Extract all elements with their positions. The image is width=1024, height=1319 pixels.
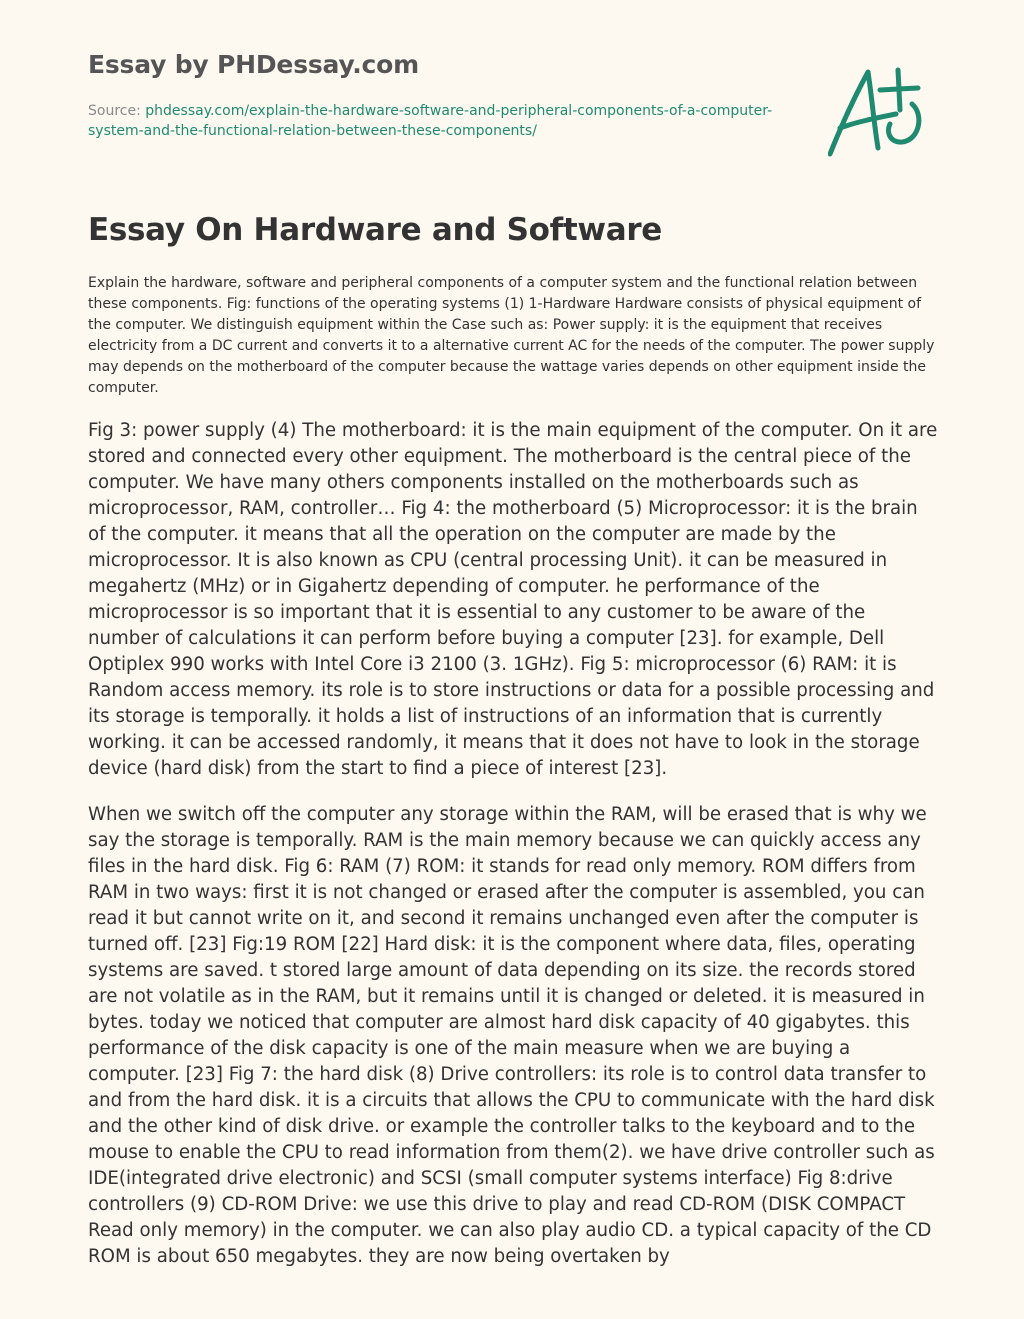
source-line bbox=[88, 101, 778, 141]
essay-paragraph-2: When we switch off the computer any storage within the RAM, will be erased that is why we say the storage is temporally. RAM is the main memory because we can quickly access any files in the hard disk. Fig 6: RAM (7) ROM: it stands for read only memory. ROM differs from RAM in two ways: first it is not changed or erased after the computer is assembled, you can read it but cannot write on it, and second it remains unchanged even after the computer is turned off. [23] Fig:19 ROM [22] Hard disk: it is the component where data, files, operating systems are saved. t stored large amount of data depending on its size. the records stored are not volatile as in the RAM, but it remains until it is changed or deleted. it is measured in bytes. today we noticed that computer are almost hard disk capacity of 40 gigabytes. this performance of the disk capacity is one of the main measure when we are buying a computer. [23] Fig 7: the hard disk (8) Drive controllers: its role is to control data transfer to and from the hard disk. it is a circuits that allows the CPU to communicate with the hard disk and the other kind of disk drive. or example the controller talks to the keyboard and to the mouse to enable the CPU to read information from them(2). we have drive controller such as IDE(integrated drive electronic) and SCSI (small computer systems interface) Fig 8:drive controllers (9) CD-ROM Drive: we use this drive to play and read CD-ROM (DISK COMPACT Read only memory) in the computer. we can also play audio CD. a typical capacity of the CD ROM is about 650 megabytes. they are now being overtaken by bbox=[88, 804, 935, 1267]
site-title: Essay by PHDessay.com bbox=[88, 50, 419, 79]
source-link[interactable]: phdessay.com/explain-the-hardware-software-and-peripheral-components-of-a-computer-system-and-the-functional-relation-between-these-components/ bbox=[88, 103, 773, 139]
essay-paragraph-1: Fig 3: power supply (4) The motherboard: it is the main equipment of the computer. On it are stored and connected every other equipment. The motherboard is the central piece of the computer. We have many others components installed on the motherboards such as microprocessor, RAM, controller… Fig 4: the motherboard (5) Microprocessor: it is the brain of the computer. it means that all the operation on the computer are made by the microprocessor. It is also known as CPU (central processing Unit). it can be measured in megahertz (MHz) or in Gigahertz depending of computer. he performance of the microprocessor is so important that it is essential to any customer to be aware of the number of calculations it can perform before buying a computer [23]. for example, Dell Optiplex 990 works with Intel Core i3 2100 (3. 1GHz). Fig 5: microprocessor (6) RAM: it is Random access memory. its role is to store instructions or data for a possible processing and its storage is temporally. it holds a list of instructions of an information that is currently working. it can be accessed randomly, it means that it does not have to look in the storage device (hard disk) from the start to find a piece of interest [23]. bbox=[88, 420, 938, 779]
source-label: Source: bbox=[88, 103, 141, 119]
essay-abstract: Explain the hardware, software and peripheral components of a computer system and the functional relation between these components. Fig: functions of the operating systems (1) 1-Hardware Hardware consists of physical equipment of the computer. We distinguish equipment within the Case such as: Power supply: it is the equipment that receives electricity from a DC current and converts it to a alternative current AC for the needs of the computer. The power supply may depends on the motherboard of the computer because the wattage varies depends on other equipment inside the computer. bbox=[88, 275, 935, 396]
a-plus-logo-icon bbox=[828, 62, 938, 162]
essay-title: Essay On Hardware and Software bbox=[88, 212, 663, 248]
